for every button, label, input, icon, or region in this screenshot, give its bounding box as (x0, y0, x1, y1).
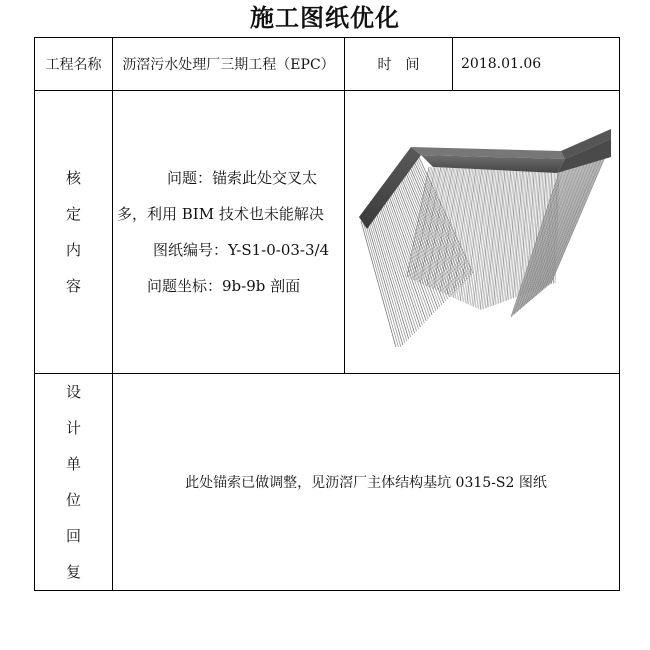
document-title: 施工图纸优化 (250, 3, 400, 32)
optimization-form-table (34, 37, 620, 591)
review-label (35, 91, 112, 373)
anchor-cable-line (367, 214, 405, 343)
time-label: 时 间 (345, 38, 453, 91)
reply-content: 此处锚索已做调整，见沥滘厂主体结构基坑 0315-S2 图纸 (113, 374, 620, 591)
anchor-cable-line (364, 218, 401, 347)
anchor-cable-line (459, 169, 475, 300)
project-name-value: 沥滘污水处理厂三期工程（EPC） (113, 38, 345, 91)
review-label-char: 容 (65, 277, 81, 295)
anchor-cable-line (365, 216, 403, 345)
anchor-cable-line (410, 167, 432, 278)
header-row (35, 38, 620, 91)
reply-label-char: 位 (65, 491, 81, 509)
reply-label-cell (35, 374, 113, 591)
date-value: 2018.01.06 (453, 38, 620, 91)
reply-label-char: 设 (65, 383, 81, 401)
review-content-cell (113, 91, 345, 374)
review-label-cell (35, 91, 113, 374)
reply-label-char: 复 (65, 563, 81, 581)
reply-label-char: 回 (65, 527, 81, 545)
issue-line: 多，利用 BIM 技术也未能解决 (117, 205, 324, 223)
review-row (35, 91, 620, 374)
reply-label-char: 单 (65, 455, 81, 473)
anchor-cable-line (529, 156, 584, 301)
review-label-char: 内 (65, 241, 81, 259)
reply-label-char: 计 (65, 419, 81, 437)
issue-description (113, 160, 344, 304)
bim-anchor-cable-render (351, 117, 613, 347)
reply-label (35, 374, 112, 590)
review-label-char: 定 (65, 205, 81, 223)
review-label-char: 核 (65, 169, 81, 187)
drawing-number-line: 图纸编号：Y-S1-0-03-3/4 (153, 241, 330, 259)
project-name-label: 工程名称 (35, 38, 113, 91)
issue-coordinate-line: 问题坐标：9b-9b 剖面 (147, 277, 301, 295)
anchor-cable-line (455, 169, 471, 299)
bim-image-cell (345, 91, 620, 374)
reply-row (35, 374, 620, 591)
issue-line: 问题：锚索此处交叉太 (167, 169, 318, 187)
